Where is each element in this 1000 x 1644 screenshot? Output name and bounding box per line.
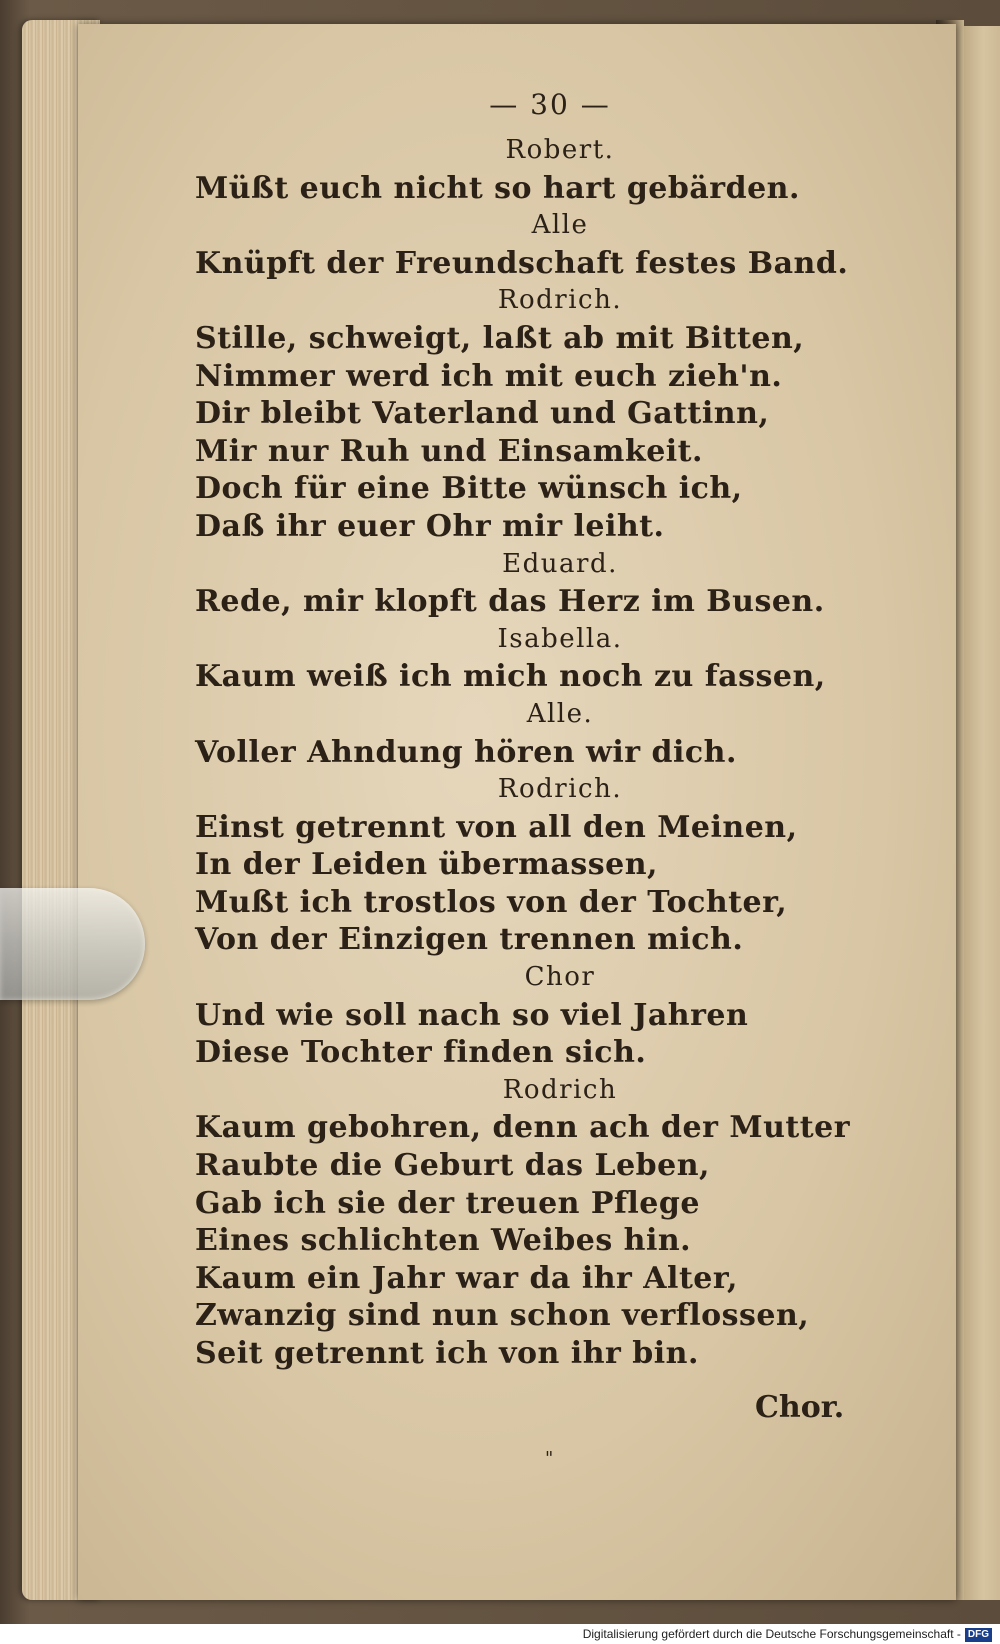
speaker-name: Eduard. xyxy=(502,548,618,579)
catchword: Chor. xyxy=(755,1390,845,1425)
verse-line: Daß ihr euer Ohr mir leiht. xyxy=(195,508,665,544)
verse-line: Einst getrennt von all den Meinen, xyxy=(195,809,798,845)
page-content xyxy=(195,88,850,1373)
verse-line: Nimmer werd ich mit euch zieh'n. xyxy=(195,358,783,394)
speaker-name: Rodrich. xyxy=(497,774,623,805)
verse-line: In der Leiden übermassen, xyxy=(195,847,658,883)
verse-line: Mir nur Ruh und Einsamkeit. xyxy=(195,433,703,469)
verse-line: Eines schlichten Weibes hin. xyxy=(195,1223,692,1259)
verse-line: Rede, mir klopft das Herz im Busen. xyxy=(195,584,825,620)
footer-text: Digitalisierung gefördert durch die Deutsche Forschungsgemeinschaft - xyxy=(582,1627,961,1641)
page-number: — 30 — xyxy=(489,88,611,121)
facing-page-edge xyxy=(958,26,1000,1600)
verse-line: Voller Ahndung hören wir dich. xyxy=(195,734,737,770)
verse-line: Raubte die Geburt das Leben, xyxy=(195,1148,710,1184)
speaker-name: Rodrich xyxy=(502,1074,618,1105)
verse-line: Zwanzig sind nun schon verflossen, xyxy=(195,1298,810,1334)
signature-mark: " xyxy=(545,1448,554,1469)
verse-line: Dir bleibt Vaterland und Gattinn, xyxy=(195,396,770,432)
verse-block xyxy=(195,132,850,1373)
speaker-name: Rodrich. xyxy=(497,285,623,316)
verse-line: Und wie soll nach so viel Jahren xyxy=(195,997,749,1033)
verse-line: Doch für eine Bitte wünsch ich, xyxy=(195,471,743,507)
verse-line: Kaum weiß ich mich noch zu fassen, xyxy=(195,659,826,695)
verse-line: Von der Einzigen trennen mich. xyxy=(195,922,744,958)
book-clip xyxy=(0,888,145,1000)
verse-line: Stille, schweigt, laßt ab mit Bitten, xyxy=(195,320,805,356)
dfg-logo: DFG xyxy=(965,1628,992,1642)
verse-line: Knüpft der Freundschaft festes Band. xyxy=(195,245,849,281)
speaker-name: Robert. xyxy=(505,135,615,165)
verse-line: Kaum gebohren, denn ach der Mutter xyxy=(195,1110,850,1146)
verse-line: Seit getrennt ich von ihr bin. xyxy=(195,1336,699,1371)
verse-line: Diese Tochter finden sich. xyxy=(195,1035,647,1071)
speaker-name: Isabella. xyxy=(497,623,623,654)
speaker-name: Chor xyxy=(524,962,596,993)
verse-line: Gab ich sie der treuen Pflege xyxy=(195,1185,700,1221)
verse-line: Mußt ich trostlos von der Tochter, xyxy=(195,884,788,920)
speaker-name: Alle xyxy=(531,210,589,241)
verse-line: Müßt euch nicht so hart gebärden. xyxy=(195,170,800,206)
speaker-name: Alle. xyxy=(526,698,594,729)
verse-line: Kaum ein Jahr war da ihr Alter, xyxy=(195,1260,738,1296)
digitization-footer xyxy=(0,1624,1000,1644)
